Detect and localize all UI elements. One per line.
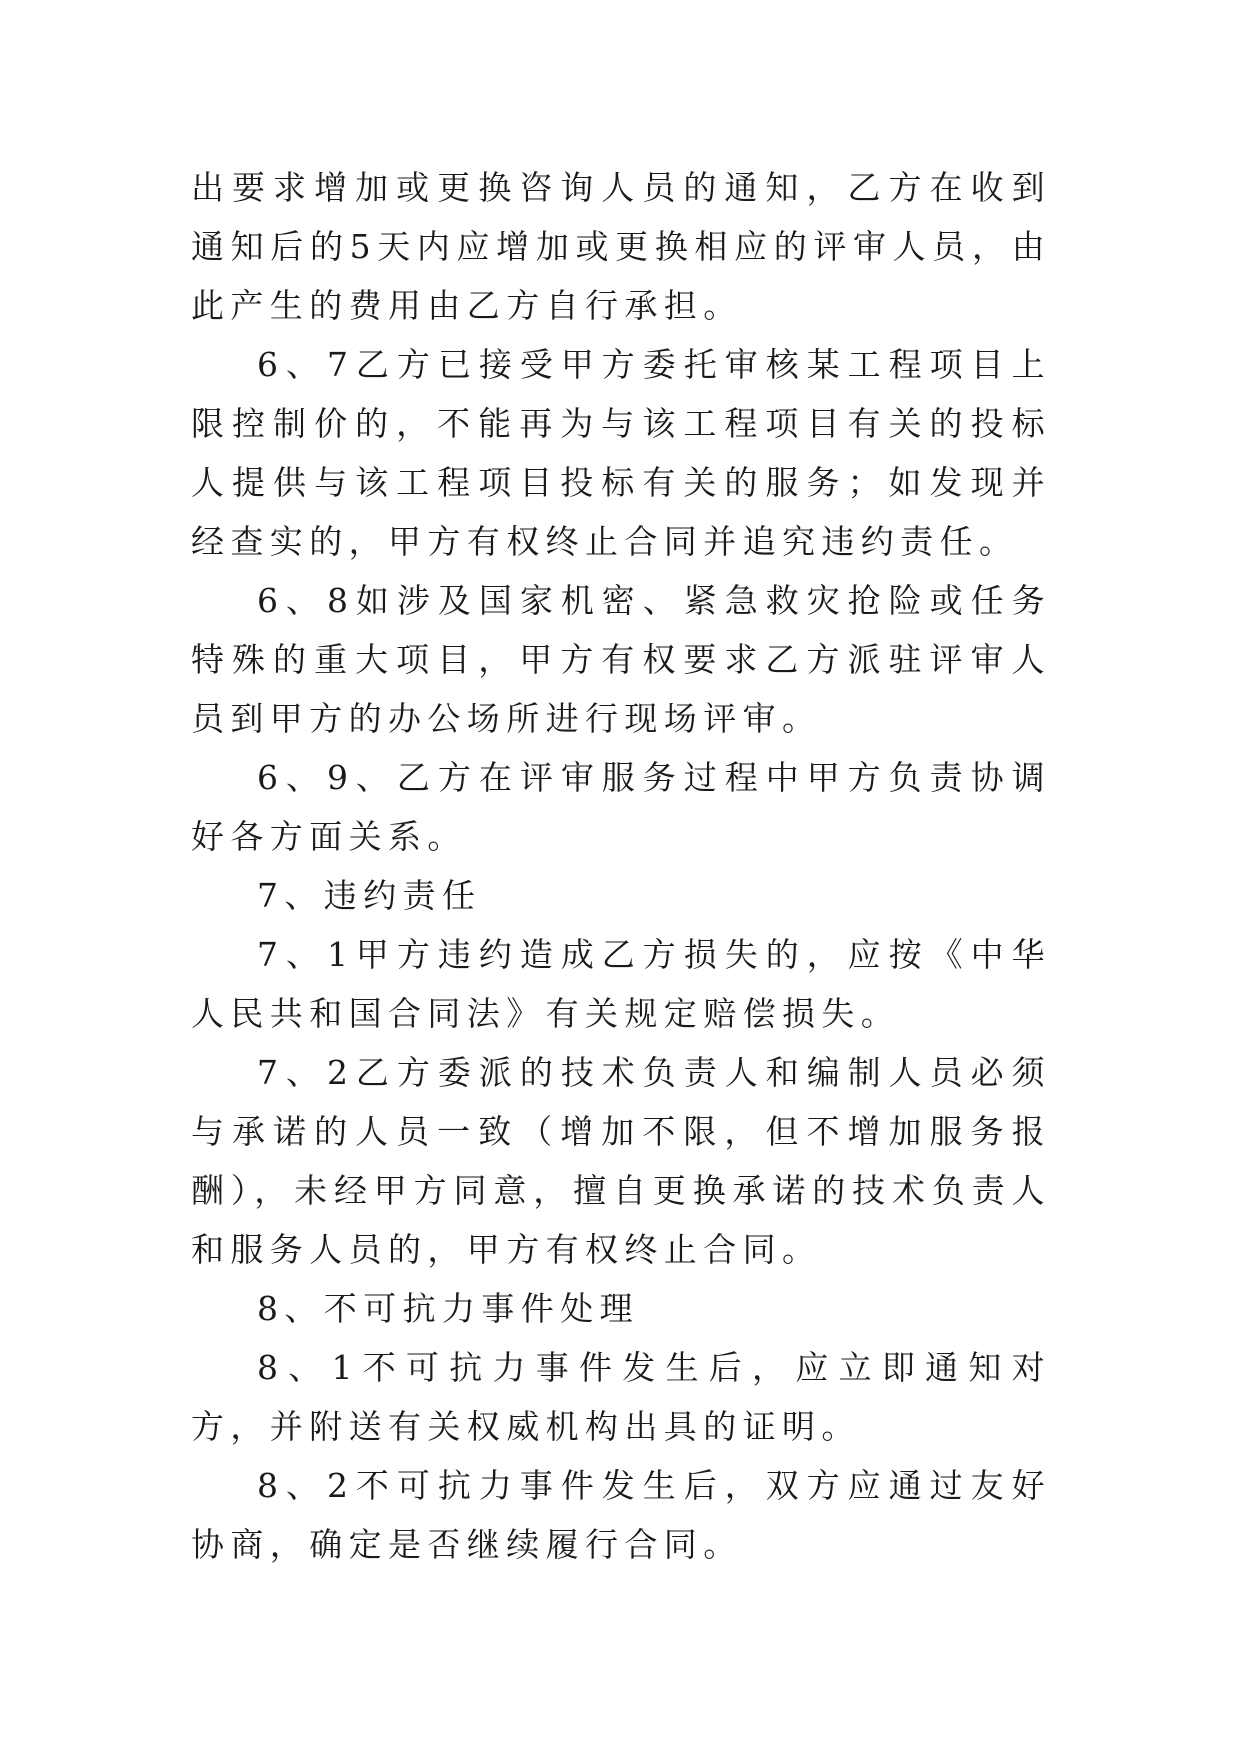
document-body bbox=[191, 158, 1051, 1574]
clause-8-1: 8、1不可抗力事件发生后，应立即通知对方，并附送有关权威机构出具的证明。 bbox=[191, 1348, 1051, 1446]
clause-7-2: 7、2乙方委派的技术负责人和编制人员必须与承诺的人员一致（增加不限，但不增加服务报酬），未经甲方同意，擅自更换承诺的技术负责人和服务人员的，甲方有权终止合同。 bbox=[191, 1053, 1051, 1269]
clause-8-2: 8、2不可抗力事件发生后，双方应通过友好协商，确定是否继续履行合同。 bbox=[191, 1466, 1051, 1564]
clause-6-9: 6、9、乙方在评审服务过程中甲方负责协调好各方面关系。 bbox=[191, 758, 1051, 856]
clause-7-1: 7、1甲方违约造成乙方损失的，应按《中华人民共和国合同法》有关规定赔偿损失。 bbox=[191, 935, 1051, 1033]
clause-6-7: 6、7乙方已接受甲方委托审核某工程项目上限控制价的，不能再为与该工程项目有关的投标人提供与该工程项目投标有关的服务；如发现并经查实的，甲方有权终止合同并追究违约责任。 bbox=[191, 345, 1051, 561]
paragraph-continuation: 出要求增加或更换咨询人员的通知，乙方在收到通知后的5天内应增加或更换相应的评审人员，由此产生的费用由乙方自行承担。 bbox=[191, 168, 1051, 325]
section-heading-8: 8、不可抗力事件处理 bbox=[257, 1289, 639, 1328]
clause-6-8: 6、8如涉及国家机密、紧急救灾抢险或任务特殊的重大项目，甲方有权要求乙方派驻评审人员到甲方的办公场所进行现场评审。 bbox=[191, 581, 1051, 738]
section-heading-7: 7、违约责任 bbox=[257, 876, 482, 915]
